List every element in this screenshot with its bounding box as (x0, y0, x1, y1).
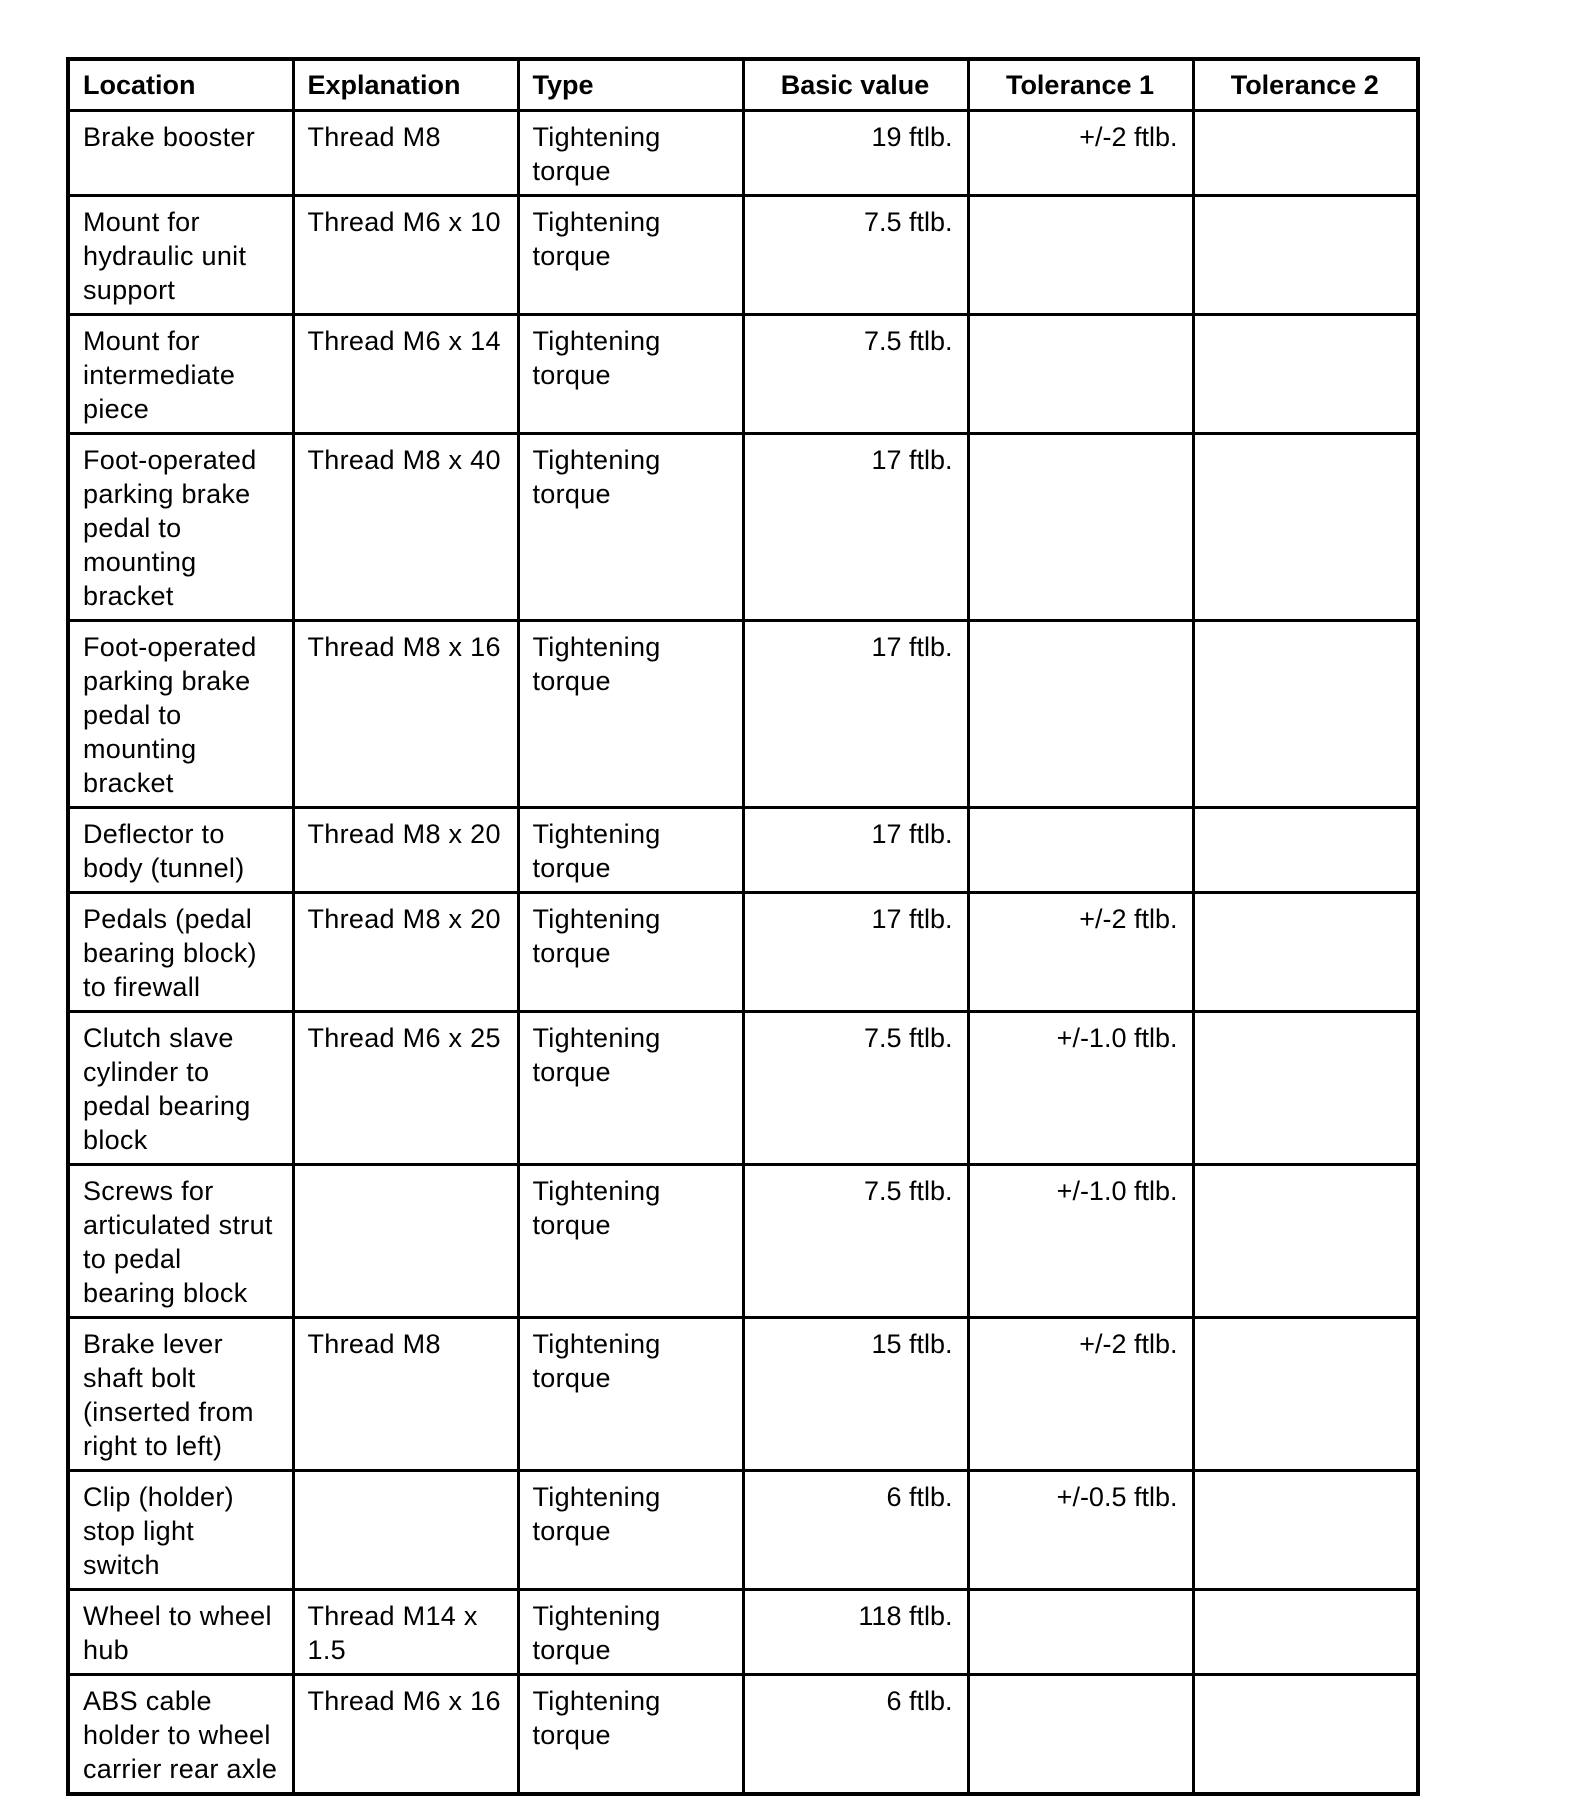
cell-basic-value: 19 ftlb. (743, 110, 968, 195)
cell-explanation: Thread M8 x 20 (293, 892, 518, 1011)
cell-type: Tightening torque (518, 110, 743, 195)
cell-location: Wheel to wheel hub (68, 1589, 293, 1674)
torque-spec-table (66, 57, 1420, 1796)
cell-explanation: Thread M14 x 1.5 (293, 1589, 518, 1674)
cell-tolerance-1 (968, 807, 1193, 892)
table-row (68, 1164, 1418, 1317)
table-row (68, 620, 1418, 807)
table-row (68, 1470, 1418, 1589)
cell-type: Tightening torque (518, 620, 743, 807)
cell-type: Tightening torque (518, 433, 743, 620)
cell-tolerance-1 (968, 314, 1193, 433)
table-row (68, 195, 1418, 314)
cell-tolerance-2 (1193, 195, 1418, 314)
cell-basic-value: 17 ftlb. (743, 892, 968, 1011)
cell-location: Foot-operated parking brake pedal to mounting bracket (68, 620, 293, 807)
cell-tolerance-1: +/-0.5 ftlb. (968, 1470, 1193, 1589)
cell-tolerance-2 (1193, 433, 1418, 620)
cell-tolerance-2 (1193, 314, 1418, 433)
table-row (68, 807, 1418, 892)
cell-location: Mount for hydraulic unit support (68, 195, 293, 314)
cell-basic-value: 6 ftlb. (743, 1470, 968, 1589)
cell-basic-value: 17 ftlb. (743, 807, 968, 892)
cell-explanation: Thread M6 x 14 (293, 314, 518, 433)
header-tolerance-1: Tolerance 1 (968, 59, 1193, 110)
cell-basic-value: 118 ftlb. (743, 1589, 968, 1674)
table-row (68, 1674, 1418, 1794)
cell-tolerance-2 (1193, 807, 1418, 892)
cell-explanation: Thread M8 x 20 (293, 807, 518, 892)
header-explanation: Explanation (293, 59, 518, 110)
cell-location: Clip (holder) stop light switch (68, 1470, 293, 1589)
cell-basic-value: 17 ftlb. (743, 433, 968, 620)
cell-tolerance-2 (1193, 1674, 1418, 1794)
cell-tolerance-1: +/-2 ftlb. (968, 892, 1193, 1011)
table-header-row (68, 59, 1418, 110)
cell-location: Clutch slave cylinder to pedal bearing block (68, 1011, 293, 1164)
cell-basic-value: 7.5 ftlb. (743, 195, 968, 314)
cell-tolerance-1: +/-2 ftlb. (968, 110, 1193, 195)
header-location: Location (68, 59, 293, 110)
cell-basic-value: 17 ftlb. (743, 620, 968, 807)
table-row (68, 314, 1418, 433)
cell-tolerance-1 (968, 1589, 1193, 1674)
table-row (68, 433, 1418, 620)
cell-basic-value: 15 ftlb. (743, 1317, 968, 1470)
table-row (68, 110, 1418, 195)
cell-tolerance-2 (1193, 110, 1418, 195)
cell-tolerance-2 (1193, 1011, 1418, 1164)
cell-type: Tightening torque (518, 807, 743, 892)
header-type: Type (518, 59, 743, 110)
cell-tolerance-2 (1193, 1589, 1418, 1674)
cell-location: Deflector to body (tunnel) (68, 807, 293, 892)
cell-type: Tightening torque (518, 1164, 743, 1317)
cell-explanation: Thread M6 x 16 (293, 1674, 518, 1794)
cell-explanation: Thread M8 (293, 110, 518, 195)
cell-type: Tightening torque (518, 1011, 743, 1164)
cell-type: Tightening torque (518, 1589, 743, 1674)
cell-explanation: Thread M6 x 25 (293, 1011, 518, 1164)
cell-location: Screws for articulated strut to pedal bearing block (68, 1164, 293, 1317)
cell-tolerance-1: +/-1.0 ftlb. (968, 1011, 1193, 1164)
cell-tolerance-1 (968, 620, 1193, 807)
cell-type: Tightening torque (518, 314, 743, 433)
cell-location: Mount for intermediate piece (68, 314, 293, 433)
cell-type: Tightening torque (518, 892, 743, 1011)
cell-explanation (293, 1164, 518, 1317)
cell-tolerance-2 (1193, 1164, 1418, 1317)
cell-tolerance-2 (1193, 620, 1418, 807)
cell-type: Tightening torque (518, 1470, 743, 1589)
cell-basic-value: 7.5 ftlb. (743, 314, 968, 433)
cell-basic-value: 7.5 ftlb. (743, 1164, 968, 1317)
cell-explanation: Thread M8 (293, 1317, 518, 1470)
table-row (68, 1589, 1418, 1674)
cell-type: Tightening torque (518, 195, 743, 314)
cell-tolerance-1: +/-2 ftlb. (968, 1317, 1193, 1470)
cell-location: Brake lever shaft bolt (inserted from right to left) (68, 1317, 293, 1470)
table-row (68, 1317, 1418, 1470)
cell-location: Foot-operated parking brake pedal to mounting bracket (68, 433, 293, 620)
header-basic-value: Basic value (743, 59, 968, 110)
cell-explanation: Thread M6 x 10 (293, 195, 518, 314)
cell-location: ABS cable holder to wheel carrier rear axle (68, 1674, 293, 1794)
cell-tolerance-1 (968, 1674, 1193, 1794)
table-row (68, 1011, 1418, 1164)
cell-type: Tightening torque (518, 1317, 743, 1470)
cell-tolerance-1 (968, 195, 1193, 314)
cell-explanation (293, 1470, 518, 1589)
cell-tolerance-1: +/-1.0 ftlb. (968, 1164, 1193, 1317)
cell-tolerance-1 (968, 433, 1193, 620)
table-row (68, 892, 1418, 1011)
cell-basic-value: 6 ftlb. (743, 1674, 968, 1794)
cell-explanation: Thread M8 x 40 (293, 433, 518, 620)
cell-type: Tightening torque (518, 1674, 743, 1794)
cell-basic-value: 7.5 ftlb. (743, 1011, 968, 1164)
header-tolerance-2: Tolerance 2 (1193, 59, 1418, 110)
cell-explanation: Thread M8 x 16 (293, 620, 518, 807)
cell-location: Brake booster (68, 110, 293, 195)
cell-tolerance-2 (1193, 1470, 1418, 1589)
cell-tolerance-2 (1193, 892, 1418, 1011)
cell-location: Pedals (pedal bearing block) to firewall (68, 892, 293, 1011)
cell-tolerance-2 (1193, 1317, 1418, 1470)
